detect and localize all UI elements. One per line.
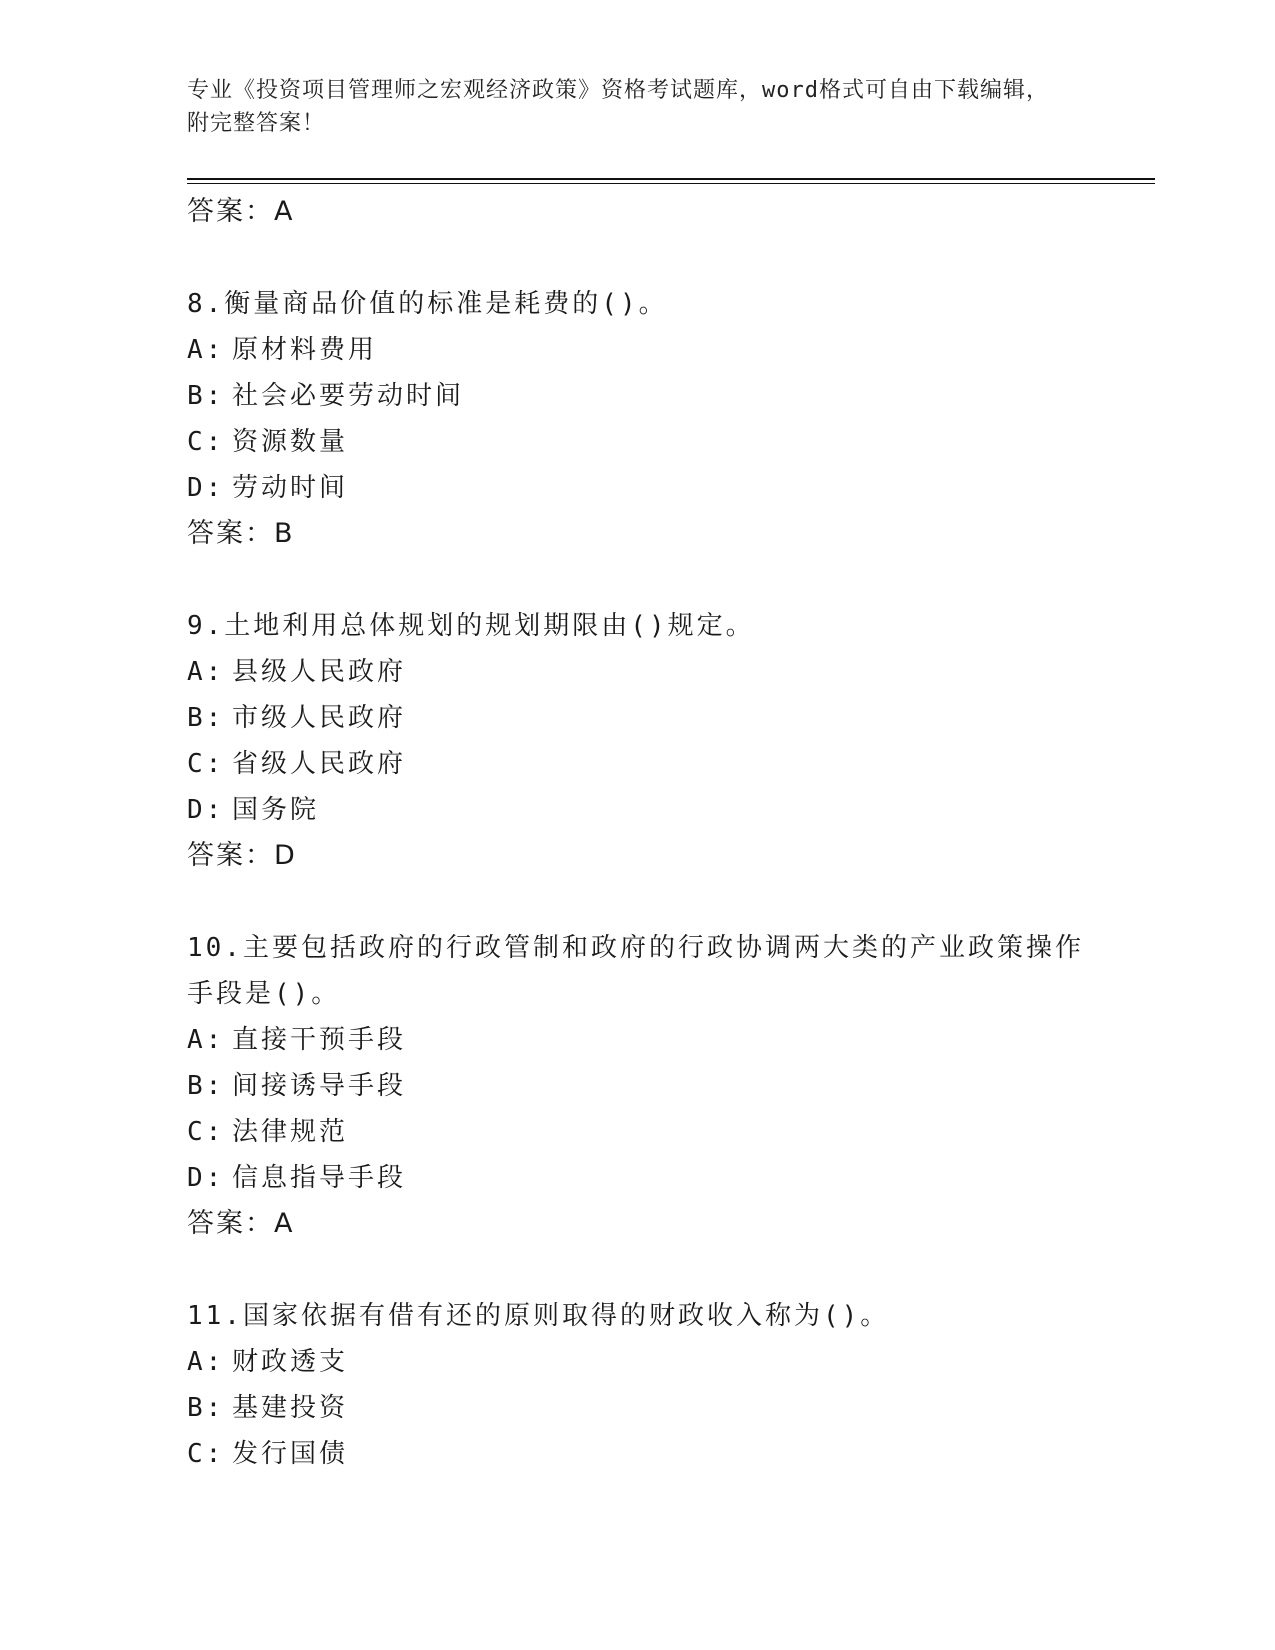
option-text: 社会必要劳动时间: [232, 381, 465, 411]
spacer: [187, 235, 1087, 281]
option-d: [187, 787, 1087, 833]
option-d: [187, 1155, 1087, 1201]
question-text: 9.土地利用总体规划的规划期限由()规定。: [187, 611, 755, 641]
option-text: 市级人民政府: [232, 703, 407, 733]
option-text: 法律规范: [232, 1117, 349, 1147]
option-a: [187, 649, 1087, 695]
option-c: [187, 741, 1087, 787]
option-a: [187, 1017, 1087, 1063]
spacer: [187, 557, 1087, 603]
option-letter: A:: [187, 1347, 225, 1377]
option-text: 发行国债: [232, 1439, 349, 1469]
option-letter: A:: [187, 657, 225, 687]
answer-line: 答案：B: [187, 518, 295, 549]
option-letter: D:: [187, 1163, 225, 1193]
option-text: 财政透支: [232, 1347, 349, 1377]
answer-line: 答案：D: [187, 840, 297, 871]
option-a: [187, 1339, 1087, 1385]
question-text: 8.衡量商品价值的标准是耗费的()。: [187, 289, 668, 319]
option-text: 信息指导手段: [232, 1163, 407, 1193]
option-text: 县级人民政府: [232, 657, 407, 687]
spacer: [187, 1247, 1087, 1293]
question-list: [187, 189, 1087, 1477]
spacer: [187, 879, 1087, 925]
option-b: [187, 695, 1087, 741]
option-letter: B:: [187, 1393, 225, 1423]
option-b: [187, 373, 1087, 419]
option-text: 直接干预手段: [232, 1025, 407, 1055]
option-b: [187, 1063, 1087, 1109]
option-c: [187, 1431, 1087, 1477]
option-letter: D:: [187, 795, 225, 825]
question-text: 11.国家依据有借有还的原则取得的财政收入称为()。: [187, 1301, 890, 1331]
answer-line: 答案：A: [187, 1208, 295, 1239]
option-letter: A:: [187, 1025, 225, 1055]
option-letter: C:: [187, 1117, 225, 1147]
option-text: 国务院: [232, 795, 320, 825]
option-letter: B:: [187, 703, 225, 733]
question-text: 10.主要包括政府的行政管制和政府的行政协调两大类的产业政策操作手段是()。: [187, 933, 1084, 1009]
option-d: [187, 465, 1087, 511]
option-c: [187, 1109, 1087, 1155]
option-text: 劳动时间: [232, 473, 349, 503]
option-letter: D:: [187, 473, 225, 503]
answer-line: 答案：A: [187, 196, 295, 227]
option-text: 间接诱导手段: [232, 1071, 407, 1101]
option-a: [187, 327, 1087, 373]
option-letter: C:: [187, 1439, 225, 1469]
option-text: 基建投资: [232, 1393, 349, 1423]
header-divider-thick: [187, 178, 1155, 180]
option-b: [187, 1385, 1087, 1431]
option-text: 原材料费用: [232, 335, 378, 365]
option-text: 资源数量: [232, 427, 349, 457]
option-letter: B:: [187, 381, 225, 411]
option-letter: C:: [187, 749, 225, 779]
option-text: 省级人民政府: [232, 749, 407, 779]
option-c: [187, 419, 1087, 465]
option-letter: C:: [187, 427, 225, 457]
option-letter: A:: [187, 335, 225, 365]
option-letter: B:: [187, 1071, 225, 1101]
document-header: 专业《投资项目管理师之宏观经济政策》资格考试题库，word格式可自由下载编辑，附完整答案！: [187, 78, 1049, 136]
header-divider-thin: [187, 183, 1155, 184]
